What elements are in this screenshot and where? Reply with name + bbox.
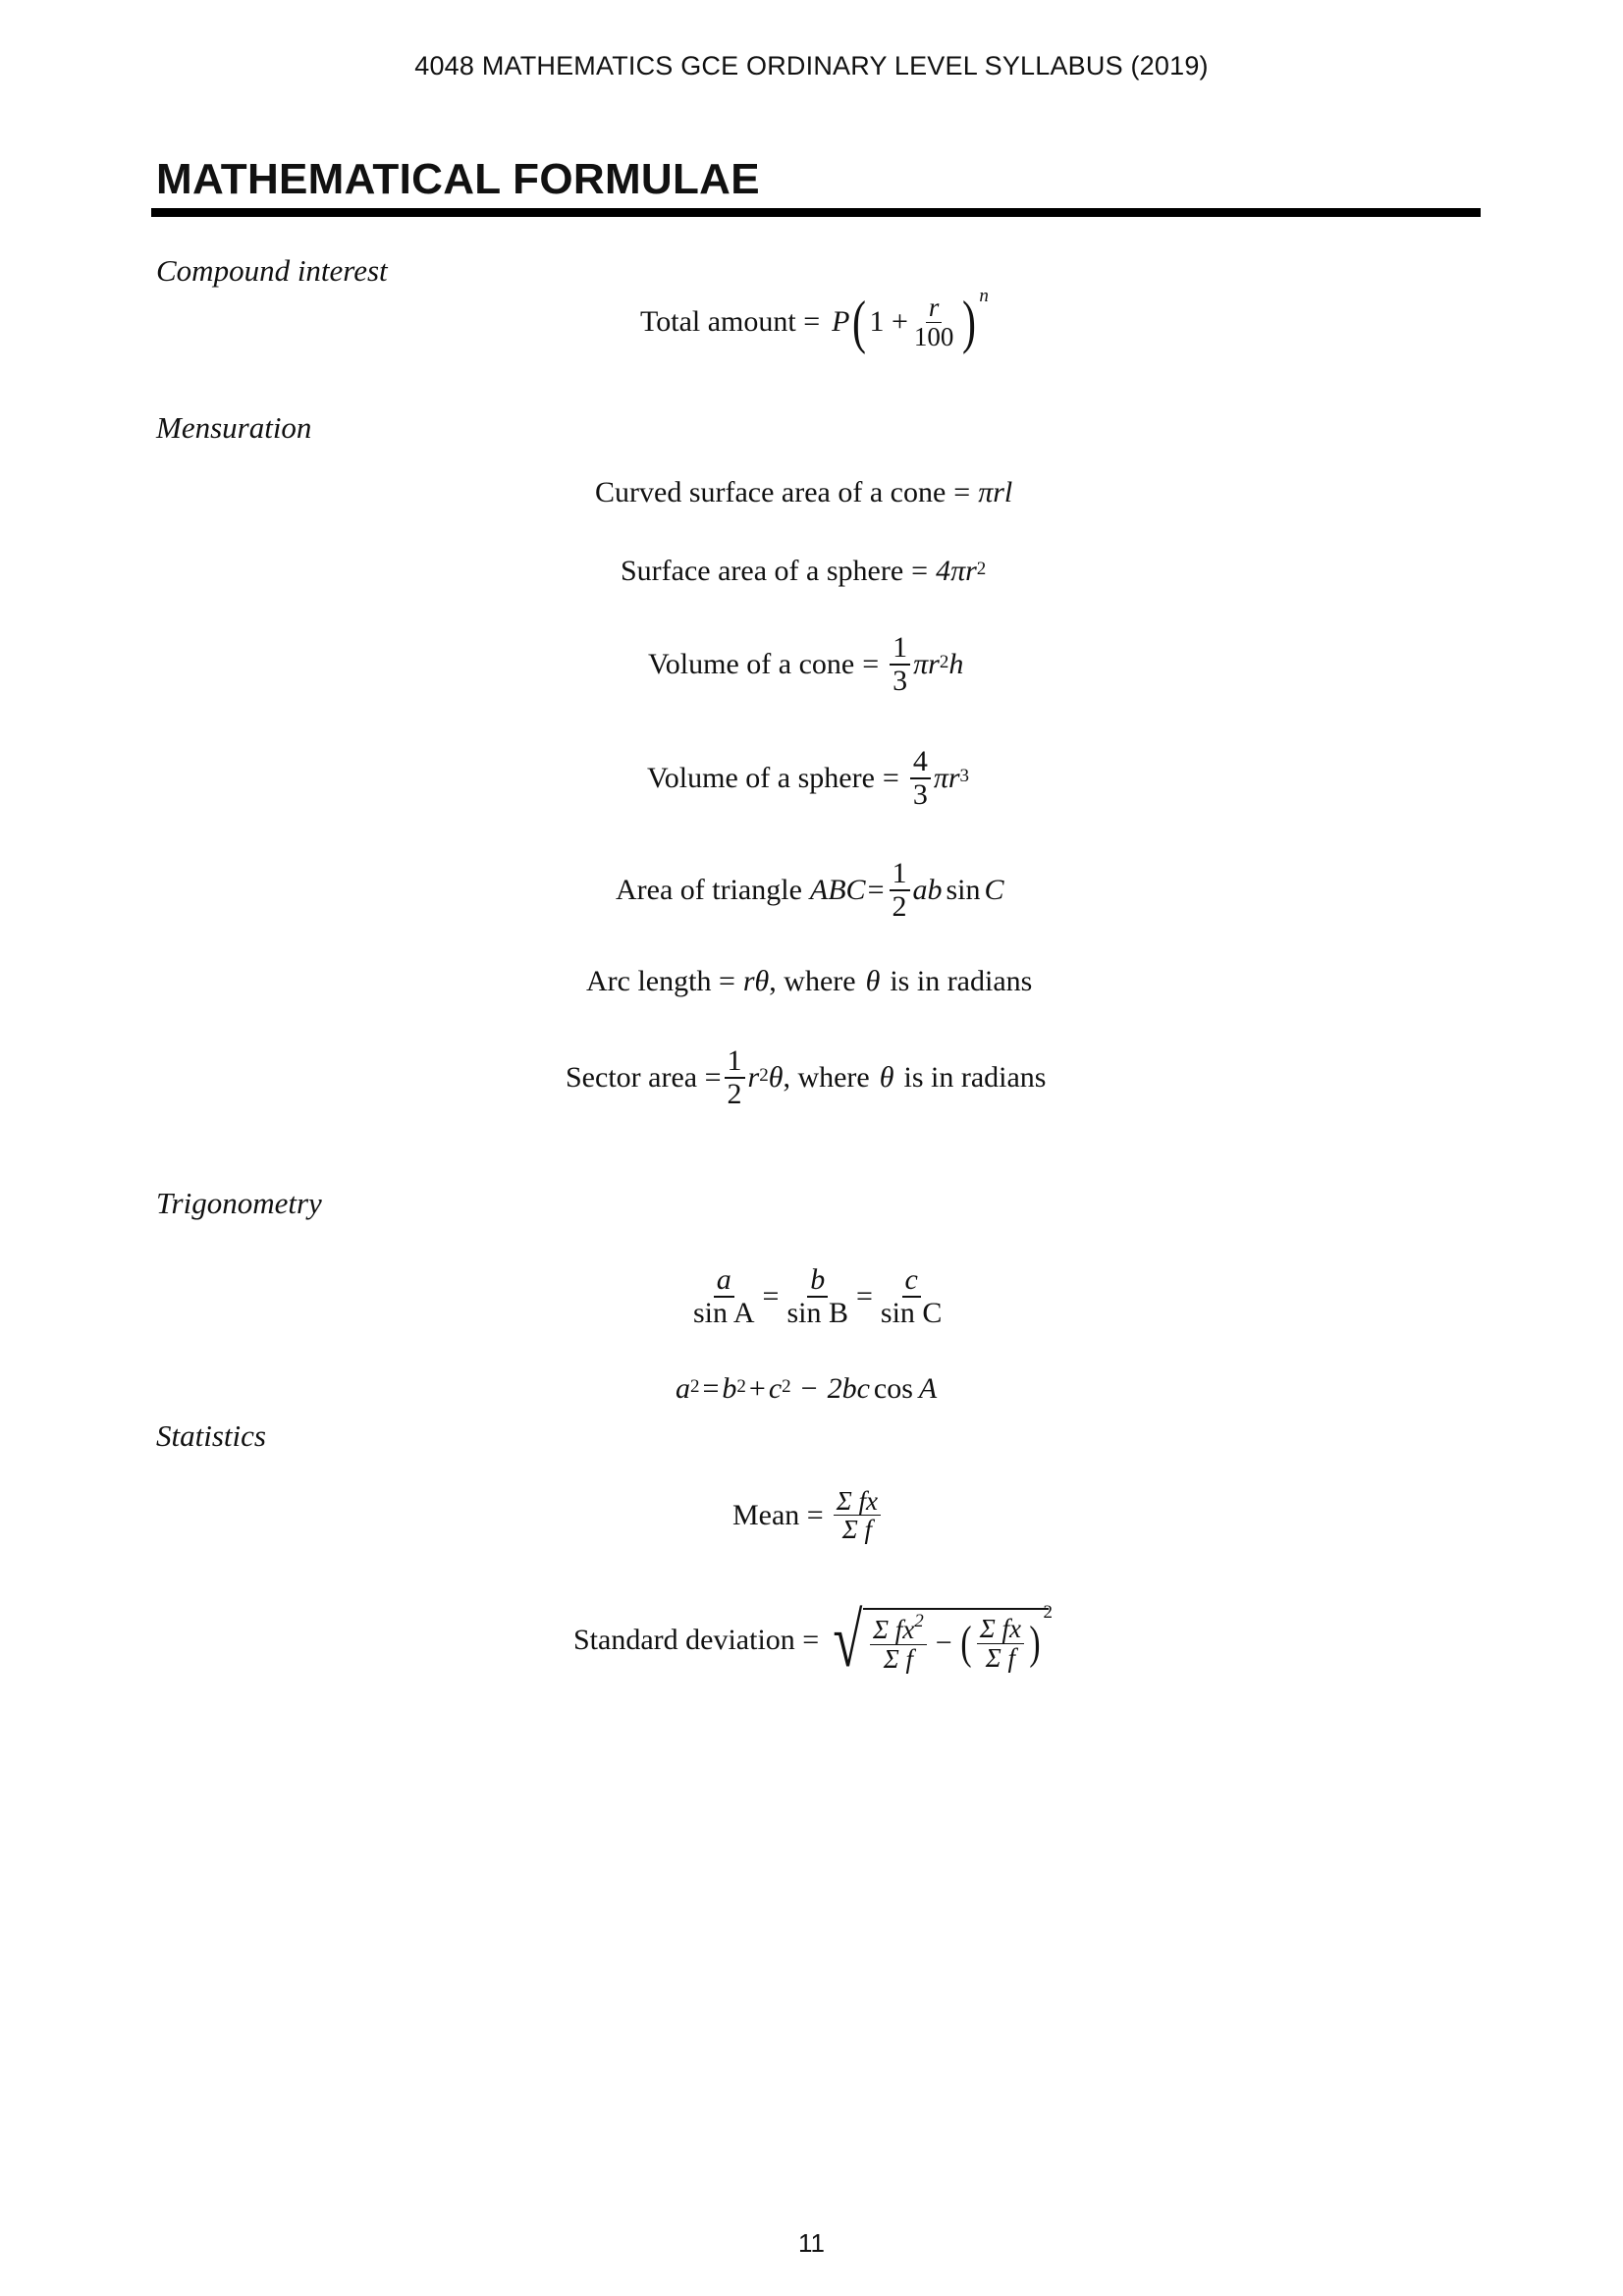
sector-theta: θ — [768, 1060, 784, 1094]
sector-exponent: 2 — [759, 1064, 769, 1086]
triangle-ab: ab — [912, 873, 943, 906]
sine-rule-sinC: sin C — [880, 1296, 943, 1329]
cosine-rule-a-exp: 2 — [690, 1376, 700, 1397]
equals: = — [702, 1372, 720, 1405]
c-over-sinC — [878, 1264, 946, 1328]
section-heading-statistics: Statistics — [156, 1418, 266, 1453]
sd-outer-exponent: 2 — [1043, 1602, 1053, 1624]
sine-rule-formula — [687, 1264, 947, 1328]
sphere-vol-pi-r: πr — [933, 761, 960, 794]
arc-theta: θ — [865, 965, 881, 997]
sd-sum-fx2: Σ fx — [873, 1615, 915, 1645]
sphere-volume-formula — [647, 746, 969, 810]
sphere-sa-exponent: 2 — [976, 559, 987, 579]
fraction-numerator: 1 — [890, 632, 910, 666]
sector-in-radians: is in radians — [903, 1060, 1047, 1094]
sphere-surface-formula — [621, 555, 986, 588]
equals: = — [762, 1279, 780, 1312]
plus: + — [748, 1372, 766, 1405]
sd-fraction-2 — [977, 1615, 1024, 1672]
fraction-denominator: 3 — [912, 777, 928, 811]
sine-rule-c: c — [902, 1264, 921, 1298]
cosine-rule-c: c — [768, 1372, 783, 1405]
compound-interest-formula — [640, 286, 989, 354]
minus: − — [935, 1627, 952, 1659]
running-header: 4048 MATHEMATICS GCE ORDINARY LEVEL SYLLABUS (2019) — [414, 51, 1209, 80]
equals: = — [882, 761, 899, 794]
b-over-sinB — [784, 1264, 851, 1328]
one-plus: 1 + — [869, 305, 908, 338]
cosine-rule-a: a — [676, 1372, 690, 1405]
fraction-denominator: 2 — [727, 1077, 742, 1110]
cone-volume-formula — [648, 632, 963, 696]
arc-rhs: rθ — [742, 965, 770, 997]
mean-formula — [732, 1487, 884, 1544]
sphere-sa-rhs: 4πr — [936, 555, 977, 587]
sd-fx2-exponent: 2 — [914, 1611, 924, 1632]
section-heading-mensuration: Mensuration — [156, 410, 312, 445]
left-paren: ( — [960, 1617, 972, 1669]
fraction-numerator: 1 — [725, 1045, 745, 1079]
fraction-denominator: 2 — [892, 889, 907, 923]
left-paren: ( — [852, 290, 867, 354]
title-rule — [151, 208, 1481, 217]
section-heading-compound-interest: Compound interest — [156, 253, 388, 288]
standard-deviation-formula — [573, 1597, 1053, 1682]
sector-area-formula — [566, 1045, 1046, 1109]
fraction-numerator: 1 — [890, 858, 910, 891]
cosine-rule-b-exp: 2 — [736, 1376, 746, 1397]
sd-denominator-2: Σ f — [985, 1642, 1015, 1673]
fraction-denominator: 3 — [893, 664, 908, 697]
sd-fraction-1 — [870, 1611, 927, 1674]
rate-denominator: 100 — [913, 321, 954, 351]
four-thirds-fraction — [910, 746, 931, 810]
sphere-sa-label: Surface area of a sphere — [621, 555, 904, 587]
right-paren: ) — [962, 290, 977, 354]
cosine-rule-cos: cos — [873, 1372, 913, 1405]
cosine-rule-2bc: 2bc — [827, 1372, 870, 1405]
minus: − — [800, 1372, 818, 1405]
sine-rule-sinB: sin B — [786, 1296, 848, 1329]
total-amount-label: Total amount = — [640, 305, 821, 338]
cosine-rule-b: b — [722, 1372, 737, 1405]
cone-vol-pi-r: πr — [913, 647, 940, 680]
cone-curved-surface-formula — [595, 476, 1012, 509]
sector-r: r — [747, 1060, 760, 1094]
cosine-rule-formula — [676, 1372, 937, 1406]
equals: = — [862, 647, 880, 680]
cone-vol-label: Volume of a cone — [648, 647, 855, 680]
sector-where-theta: θ — [879, 1060, 894, 1094]
mean-label: Mean = — [732, 1498, 824, 1531]
sector-where: , where — [783, 1060, 870, 1094]
square-root — [827, 1597, 1053, 1682]
fraction-numerator: 4 — [910, 746, 931, 779]
rate-fraction — [911, 294, 957, 350]
section-heading-trigonometry: Trigonometry — [156, 1186, 322, 1220]
sine-rule-sinA: sin A — [693, 1296, 755, 1329]
sd-denominator-1: Σ f — [883, 1643, 914, 1674]
mean-denominator: Σ f — [841, 1515, 873, 1545]
sqrt-body — [863, 1602, 1053, 1674]
page-title: MATHEMATICAL FORMULAE — [156, 155, 760, 203]
sd-numerator-1 — [870, 1611, 927, 1645]
exponent-n: n — [979, 286, 989, 306]
sqrt-sign: √ — [833, 1597, 863, 1682]
mean-numerator: Σ fx — [834, 1487, 881, 1516]
sector-label: Sector area = — [566, 1060, 722, 1094]
principal: P — [832, 305, 850, 338]
triangle-area-formula — [616, 858, 1004, 922]
a-over-sinA — [690, 1264, 758, 1328]
rate-numerator: r — [926, 294, 943, 322]
sine-rule-a: a — [714, 1264, 734, 1298]
sphere-vol-label: Volume of a sphere — [647, 761, 875, 794]
triangle-C: C — [984, 873, 1004, 906]
sphere-vol-exponent: 3 — [959, 765, 970, 786]
cone-csa-rhs: πrl — [978, 476, 1013, 508]
triangle-sin: sin — [946, 873, 981, 906]
arc-length-formula — [586, 965, 1032, 998]
equals: = — [911, 555, 929, 587]
cosine-rule-A: A — [918, 1372, 938, 1405]
one-third-fraction — [890, 632, 910, 696]
equals: = — [855, 1279, 873, 1312]
equals: = — [953, 476, 971, 508]
sd-numerator-2: Σ fx — [977, 1615, 1024, 1643]
page-number: 11 — [798, 2228, 825, 2258]
arc-label: Arc length = — [586, 965, 735, 997]
one-half-fraction — [890, 858, 910, 922]
cone-vol-h: h — [948, 647, 964, 680]
triangle-label: Area of triangle — [616, 873, 802, 906]
mean-fraction — [834, 1487, 881, 1544]
one-half-fraction — [725, 1045, 745, 1109]
cone-csa-label: Curved surface area of a cone — [595, 476, 947, 508]
sine-rule-b: b — [807, 1264, 828, 1298]
arc-in-radians: is in radians — [890, 965, 1033, 997]
sd-label: Standard deviation = — [573, 1624, 820, 1656]
cosine-rule-c-exp: 2 — [782, 1376, 791, 1397]
triangle-name: ABC — [809, 873, 866, 906]
cone-vol-exponent: 2 — [939, 651, 949, 672]
right-paren: ) — [1029, 1617, 1041, 1669]
equals: = — [867, 873, 885, 906]
arc-where: , where — [769, 965, 856, 997]
